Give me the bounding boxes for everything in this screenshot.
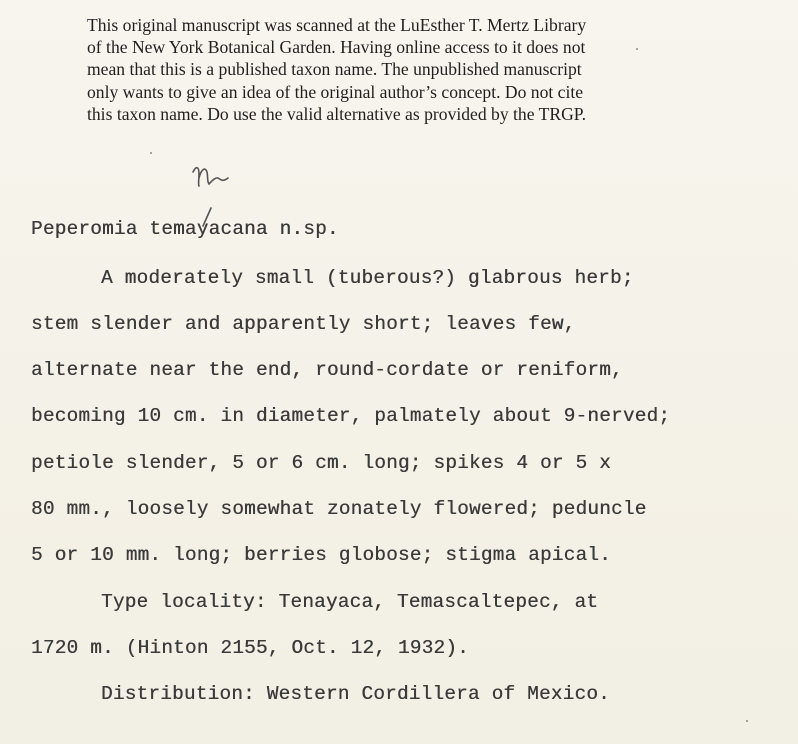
handwritten-n-annotation xyxy=(190,162,234,192)
notice-line: mean that this is a published taxon name. The unpublished manuscript xyxy=(87,59,582,80)
description-line: A moderately small (tuberous?) glabrous herb; xyxy=(101,267,634,289)
description-line: alternate near the end, round-cordate or reniform, xyxy=(31,359,623,381)
distribution-line: Distribution: Western Cordillera of Mexico. xyxy=(101,683,610,705)
species-title: Peperomia temayacana n.sp. xyxy=(31,218,339,240)
notice-line: of the New York Botanical Garden. Having online access to it does not xyxy=(87,37,586,58)
description-line: 80 mm., loosely somewhat zonately flowered; peduncle xyxy=(31,498,647,520)
notice-line: this taxon name. Do use the valid alternative as provided by the TRGP. xyxy=(87,103,587,124)
type-locality-line: Type locality: Tenayaca, Temascaltepec, at xyxy=(101,591,599,613)
description-line: petiole slender, 5 or 6 cm. long; spikes 4 or 5 x xyxy=(31,452,611,474)
description-line: becoming 10 cm. in diameter, palmately about 9-nerved; xyxy=(31,405,671,427)
paper-speck xyxy=(150,152,152,154)
description-line: 5 or 10 mm. long; berries globose; stigma apical. xyxy=(31,544,611,566)
notice-line: This original manuscript was scanned at the LuEsther T. Mertz Library xyxy=(87,15,587,35)
paper-speck xyxy=(746,720,748,722)
type-locality-line: 1720 m. (Hinton 2155, Oct. 12, 1932). xyxy=(31,637,469,659)
paper-speck xyxy=(636,48,638,50)
notice-line: only wants to give an idea of the original author’s concept. Do not cite xyxy=(87,81,584,102)
description-line: stem slender and apparently short; leaves few, xyxy=(31,313,576,335)
scan-notice xyxy=(87,14,767,125)
